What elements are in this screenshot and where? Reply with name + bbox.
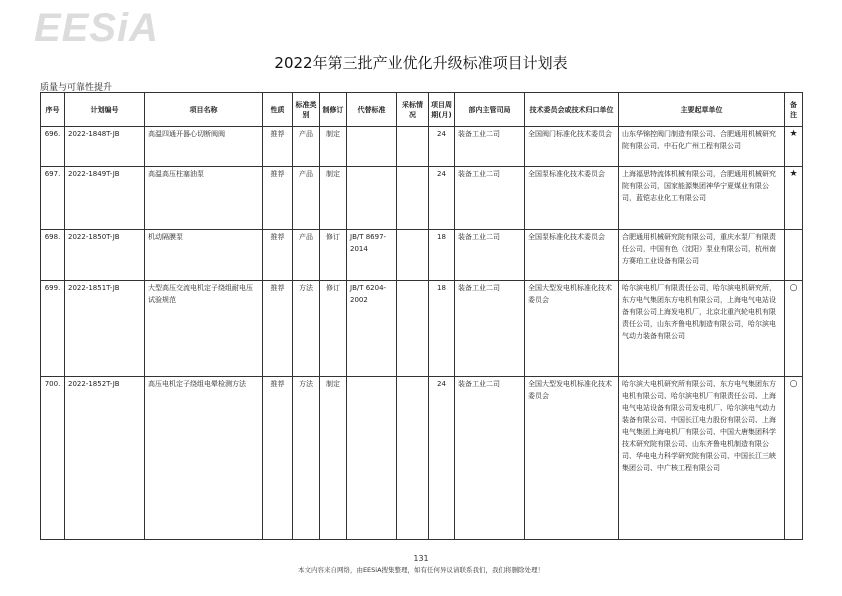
column-header: 计划编号 bbox=[65, 93, 145, 127]
cell-drafters: 哈尔滨电机厂有限责任公司，哈尔滨电机研究所，东方电气集团东方电机有限公司，上海电气电站设备有限公司上海发电机厂，北京北重汽轮电机有限责任公司，山东齐鲁电机制造有限公司，哈尔滨电气动力装备有限公司 bbox=[619, 281, 785, 377]
cell-adoption bbox=[397, 281, 429, 377]
watermark-logo: EESiA bbox=[34, 6, 160, 50]
cell-plan-number: 2022-1852T-JB bbox=[65, 377, 145, 540]
cell-drafters: 山东华锦控阀门制造有限公司、合肥通用机械研究院有限公司、中石化广州工程有限公司 bbox=[619, 127, 785, 167]
column-header: 项目名称 bbox=[145, 93, 263, 127]
cell-committee: 全国泵标准化技术委员会 bbox=[525, 230, 619, 281]
cell-adoption bbox=[397, 127, 429, 167]
cell-remark: ★ bbox=[785, 127, 803, 167]
cell-index: 698. bbox=[41, 230, 65, 281]
cell-adoption bbox=[397, 377, 429, 540]
cell-plan-number: 2022-1849T-JB bbox=[65, 167, 145, 230]
cell-committee: 全国阀门标准化技术委员会 bbox=[525, 127, 619, 167]
cell-project-name: 高温四通开器心切断阀阀 bbox=[145, 127, 263, 167]
cell-nature: 推荐 bbox=[263, 167, 293, 230]
cell-category: 方法 bbox=[293, 281, 320, 377]
cell-remark: ○ bbox=[785, 281, 803, 377]
cell-committee: 全国大型发电机标准化技术委员会 bbox=[525, 377, 619, 540]
column-header: 代替标准 bbox=[347, 93, 397, 127]
table-row bbox=[41, 230, 803, 281]
cell-period: 24 bbox=[429, 127, 455, 167]
footer-disclaimer: 本文内容来自网络，由EESiA搜集整理，如有任何异议请联系我们，我们将删除处理！ bbox=[297, 566, 545, 574]
cell-department: 装备工业二司 bbox=[455, 281, 525, 377]
cell-project-name: 高压电机定子绕组电晕检测方法 bbox=[145, 377, 263, 540]
cell-plan-number: 2022-1851T-JB bbox=[65, 281, 145, 377]
table-row bbox=[41, 127, 803, 167]
column-header: 性质 bbox=[263, 93, 293, 127]
table-row bbox=[41, 377, 803, 540]
page-title: 2022年第三批产业优化升级标准项目计划表 bbox=[274, 54, 568, 72]
column-header: 序号 bbox=[41, 93, 65, 127]
cell-category: 方法 bbox=[293, 377, 320, 540]
section-label: 质量与可靠性提升 bbox=[40, 83, 113, 93]
cell-index: 696. bbox=[41, 127, 65, 167]
cell-plan-number: 2022-1848T-JB bbox=[65, 127, 145, 167]
cell-committee: 全国泵标准化技术委员会 bbox=[525, 167, 619, 230]
cell-revision: 制定 bbox=[320, 127, 347, 167]
cell-department: 装备工业二司 bbox=[455, 377, 525, 540]
cell-drafters: 哈尔滨大电机研究所有限公司、东方电气集团东方电机有限公司、哈尔滨电机厂有限责任公司、上海电气电站设备有限公司发电机厂、哈尔滨电气动力装备有限公司、中国长江电力股份有限公司、上海电气集团上海电机厂有限公司、中国大唐集团科学技术研究院有限公司、山东齐鲁电机制造有限公司、华电电力科学研究院有限公司、中国长江三峡集团公司、中广核工程有限公司 bbox=[619, 377, 785, 540]
cell-drafters: 合肥通用机械研究院有限公司，重庆水泵厂有限责任公司，中国有色（沈阳）泵业有限公司，杭州南方赛珀工业设备有限公司 bbox=[619, 230, 785, 281]
cell-index: 699. bbox=[41, 281, 65, 377]
cell-adoption bbox=[397, 230, 429, 281]
cell-nature: 推荐 bbox=[263, 281, 293, 377]
cell-nature: 推荐 bbox=[263, 230, 293, 281]
cell-replaced-standard bbox=[347, 377, 397, 540]
cell-remark: ★ bbox=[785, 167, 803, 230]
cell-revision: 制定 bbox=[320, 377, 347, 540]
cell-committee: 全国大型发电机标准化技术委员会 bbox=[525, 281, 619, 377]
column-header: 技术委员会或技术归口单位 bbox=[525, 93, 619, 127]
cell-plan-number: 2022-1850T-JB bbox=[65, 230, 145, 281]
cell-period: 18 bbox=[429, 281, 455, 377]
cell-index: 700. bbox=[41, 377, 65, 540]
cell-category: 产品 bbox=[293, 127, 320, 167]
cell-department: 装备工业二司 bbox=[455, 230, 525, 281]
table-header-row bbox=[41, 93, 803, 127]
column-header: 主要起草单位 bbox=[619, 93, 785, 127]
cell-replaced-standard bbox=[347, 167, 397, 230]
cell-drafters: 上海福思特流体机械有限公司，合肥通用机械研究院有限公司，国家能源集团神华宁夏煤业有限公司，蓝铠志业化工有限公司 bbox=[619, 167, 785, 230]
table-row bbox=[41, 281, 803, 377]
cell-replaced-standard: JB/T 6204-2002 bbox=[347, 281, 397, 377]
cell-replaced-standard bbox=[347, 127, 397, 167]
cell-period: 24 bbox=[429, 377, 455, 540]
cell-category: 产品 bbox=[293, 167, 320, 230]
cell-project-name: 大型高压交流电机定子绕组耐电压试验规范 bbox=[145, 281, 263, 377]
column-header: 部内主管司局 bbox=[455, 93, 525, 127]
column-header: 项目周期(月) bbox=[429, 93, 455, 127]
cell-nature: 推荐 bbox=[263, 377, 293, 540]
cell-revision: 修订 bbox=[320, 281, 347, 377]
cell-department: 装备工业二司 bbox=[455, 167, 525, 230]
cell-period: 18 bbox=[429, 230, 455, 281]
cell-period: 24 bbox=[429, 167, 455, 230]
table-row bbox=[41, 167, 803, 230]
standards-plan-table bbox=[40, 92, 803, 540]
cell-replaced-standard: JB/T 8697-2014 bbox=[347, 230, 397, 281]
page-number: 131 bbox=[413, 554, 429, 563]
cell-revision: 制定 bbox=[320, 167, 347, 230]
cell-index: 697. bbox=[41, 167, 65, 230]
cell-revision: 修订 bbox=[320, 230, 347, 281]
cell-department: 装备工业二司 bbox=[455, 127, 525, 167]
cell-category: 产品 bbox=[293, 230, 320, 281]
cell-project-name: 高温高压柱塞油泵 bbox=[145, 167, 263, 230]
cell-remark: ○ bbox=[785, 377, 803, 540]
cell-adoption bbox=[397, 167, 429, 230]
column-header: 制修订 bbox=[320, 93, 347, 127]
column-header: 备注 bbox=[785, 93, 803, 127]
cell-remark bbox=[785, 230, 803, 281]
column-header: 标准类别 bbox=[293, 93, 320, 127]
cell-nature: 推荐 bbox=[263, 127, 293, 167]
column-header: 采标情况 bbox=[397, 93, 429, 127]
cell-project-name: 机动隔膜泵 bbox=[145, 230, 263, 281]
